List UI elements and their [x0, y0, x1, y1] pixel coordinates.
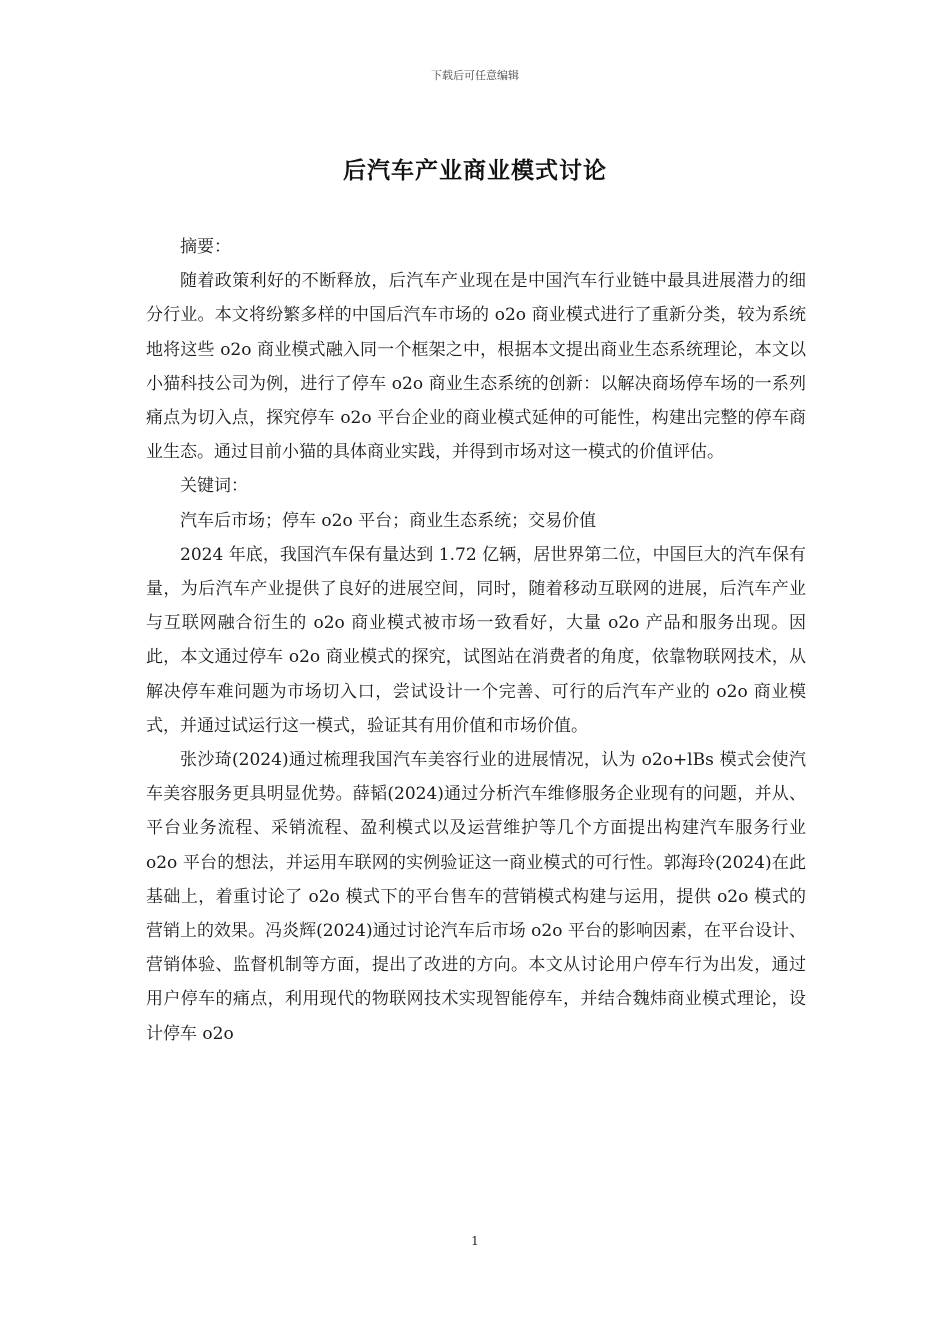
keywords-label: 关键词： — [180, 476, 248, 497]
abstract-paragraph: 随着政策利好的不断释放，后汽车产业现在是中国汽车行业链中最具进展潜力的细分行业。本文将纷繁多样的中国后汽车市场的 o2o 商业模式进行了重新分类，较为系统地将这些 o2o 商业模式融入同一个框架之中，根据本文提出商业生态系统理论，本文以小猫科技公司为例，进行了停车 o2o 商业生态系统的创新：以解决商场停车场的一系列痛点为切入点，探究停车 o2o 平台企业的商业模式延伸的可能性，构建出完整的停车商业生态。通过目前小猫的具体商业实践，并得到市场对这一模式的价值评估。 — [146, 271, 806, 463]
body-paragraph-1: 2024 年底，我国汽车保有量达到 1.72 亿辆，居世界第二位，中国巨大的汽车保有量，为后汽车产业提供了良好的进展空间，同时，随着移动互联网的进展，后汽车产业与互联网融合衍生的 o2o 商业模式被市场一致看好，大量 o2o 产品和服务出现。因此，本文通过停车 o2o 商业模式的探究，试图站在消费者的角度，依靠物联网技术，从解决停车难问题为市场切入口，尝试设计一个完善、可行的后汽车产业的 o2o 商业模式，并通过试运行这一模式，验证其有用价值和市场价值。 — [146, 544, 806, 736]
keywords-paragraph: 汽车后市场；停车 o2o 平台；商业生态系统；交易价值 — [180, 510, 597, 531]
page-number: 1 — [471, 1234, 479, 1248]
body-paragraph-2: 张沙琦(2024)通过梳理我国汽车美容行业的进展情况，认为 o2o+lBs 模式会使汽车美容服务更具明显优势。薛韬(2024)通过分析汽车维修服务企业现有的问题，并从、平台业务流程、采销流程、盈利模式以及运营维护等几个方面提出构建汽车服务行业 o2o 平台的想法，并运用车联网的实例验证这一商业模式的可行性。郭海玲(2024)在此基础上，着重讨论了 o2o 模式下的平台售车的营销模式构建与运用，提供 o2o 模式的营销上的效果。冯炎辉(2024)通过讨论汽车后市场 o2o 平台的影响因素，在平台设计、营销体验、监督机制等方面，提出了改进的方向。本文从讨论用户停车行为出发，通过用户停车的痛点，利用现代的物联网技术实现智能停车，并结合魏炜商业模式理论，设计停车 o2o — [146, 750, 806, 1044]
header-note: 下载后可任意编辑 — [431, 69, 519, 82]
abstract-label: 摘要： — [180, 237, 231, 257]
document-title: 后汽车产业商业模式讨论 — [343, 158, 607, 184]
document-body — [146, 230, 806, 1051]
